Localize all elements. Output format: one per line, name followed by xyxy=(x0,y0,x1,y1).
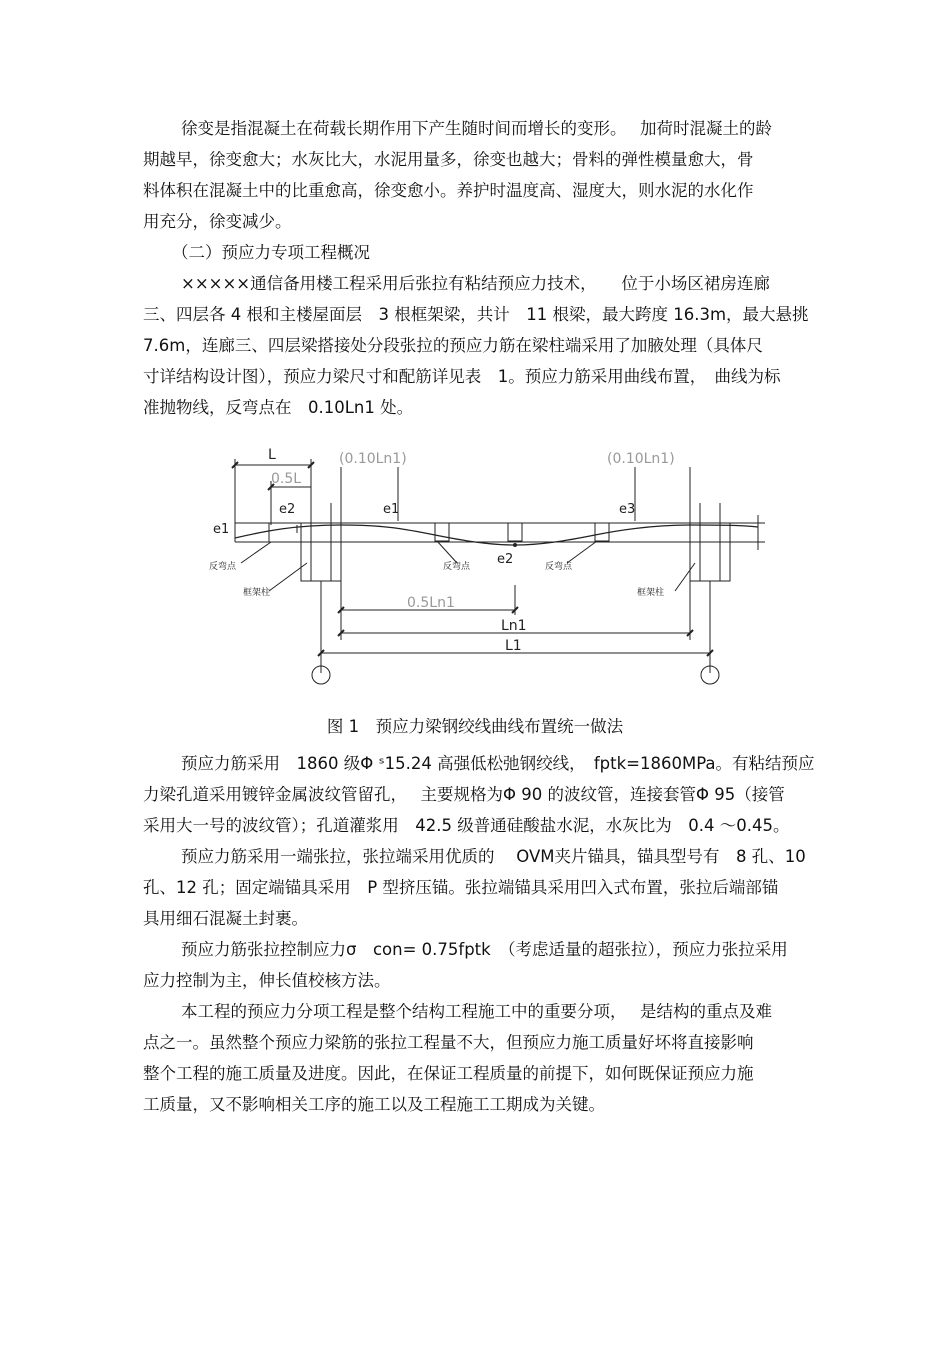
paragraph-tension-line-3: 具用细石混凝土封裹。 xyxy=(143,909,308,928)
paragraph-tension-line-1: 预应力筋采用一端张拉，张拉端采用优质的 OVM夹片锚具，锚具型号有 8 孔、10 xyxy=(181,847,806,866)
paragraph-importance-line-2: 点之一。虽然整个预应力梁筋的张拉工程量不大，但预应力施工质量好坏将直接影响 xyxy=(143,1033,754,1052)
paragraph-importance-line-1: 本工程的预应力分项工程是整个结构工程施工中的重要分项， 是结构的重点及难 xyxy=(181,1002,772,1021)
paragraph-creep-line-1: 徐变是指混凝土在荷载长期作用下产生随时间而增长的变形。 加荷时混凝土的龄 xyxy=(181,119,772,138)
paragraph-importance-line-3: 整个工程的施工质量及进度。因此，在保证工程质量的前提下，如何既保证预应力施 xyxy=(143,1064,754,1083)
paragraph-overview-line-4: 寸详结构设计图），预应力梁尺寸和配筋详见表 1。预应力筋采用曲线布置， 曲线为标 xyxy=(143,367,781,386)
paragraph-strand-line-3: 采用大一号的波纹管）；孔道灌浆用 42.5 级普通硅酸盐水泥，水灰比为 0.4 ～0.45。 xyxy=(143,816,790,835)
paragraph-strand-line-2: 力梁孔道采用镀锌金属波纹管留孔， 主要规格为Φ 90 的波纹管，连接套管Φ 95（接管 xyxy=(143,785,785,804)
paragraph-importance-line-4: 工质量，又不影响相关工序的施工以及工程施工工期成为关键。 xyxy=(143,1095,605,1114)
label-L1: L1 xyxy=(505,638,522,654)
label-inflection-3: 反弯点 xyxy=(545,562,573,572)
figure-caption: 图 1 预应力梁钢绞线曲线布置统一做法 xyxy=(326,717,624,736)
label-inflection-2: 反弯点 xyxy=(443,562,471,572)
label-e2-mid: e2 xyxy=(497,552,514,567)
label-half-L: 0.5L xyxy=(271,471,302,487)
paragraph-creep-line-4: 用充分，徐变减少。 xyxy=(143,212,292,231)
paragraph-tension-line-2: 孔、12 孔；固定端锚具采用 P 型挤压锚。张拉端锚具采用凹入式布置，张拉后端部锚 xyxy=(143,878,779,897)
label-inflection-1: 反弯点 xyxy=(209,562,237,572)
label-column-right: 框架柱 xyxy=(637,588,665,598)
label-Ln1: Ln1 xyxy=(501,618,527,634)
paragraph-control-line-2: 应力控制为主，伸长值校核方法。 xyxy=(143,971,391,990)
label-right-ratio: (0.10Ln1) xyxy=(607,451,675,467)
paragraph-overview-line-1: ×××××通信备用楼工程采用后张拉有粘结预应力技术， 位于小场区裙房连廊 xyxy=(181,274,770,293)
paragraph-control-line-1: 预应力筋张拉控制应力σ con= 0.75fptk （考虑适量的超张拉），预应力张拉采用 xyxy=(181,940,788,959)
paragraph-overview-line-5: 准抛物线，反弯点在 0.10Ln1 处。 xyxy=(143,398,414,417)
paragraph-strand-line-1: 预应力筋采用 1860 级Φ ˢ15.24 高强低松弛钢绞线， fptk=1860MPa。有粘结预应 xyxy=(181,754,815,773)
label-e1-left: e1 xyxy=(213,522,230,537)
label-e1-mid: e1 xyxy=(383,502,400,517)
label-column-left: 框架柱 xyxy=(243,588,271,598)
paragraph-overview-line-2: 三、四层各 4 根和主楼屋面层 3 根框架梁，共计 11 根梁，最大跨度 16.3m，最大悬挑 xyxy=(143,305,809,324)
label-e3: e3 xyxy=(619,502,636,517)
paragraph-creep-line-2: 期越早，徐变愈大；水灰比大，水泥用量多，徐变也越大；骨料的弹性模量愈大，骨 xyxy=(143,150,754,169)
paragraph-overview-line-3: 7.6m，连廊三、四层梁搭接处分段张拉的预应力筋在梁柱端采用了加腋处理（具体尺 xyxy=(143,336,763,355)
label-left-ratio: (0.10Ln1) xyxy=(339,451,407,467)
paragraph-creep-line-3: 料体积在混凝土中的比重愈高，徐变愈小。养护时温度高、湿度大，则水泥的水化作 xyxy=(143,181,754,200)
label-e2-left: e2 xyxy=(279,502,296,517)
label-half-Ln1: 0.5Ln1 xyxy=(407,595,455,611)
tendon-layout-diagram xyxy=(205,445,765,690)
section-heading: （二）预应力专项工程概况 xyxy=(172,243,370,262)
label-L: L xyxy=(268,447,276,463)
